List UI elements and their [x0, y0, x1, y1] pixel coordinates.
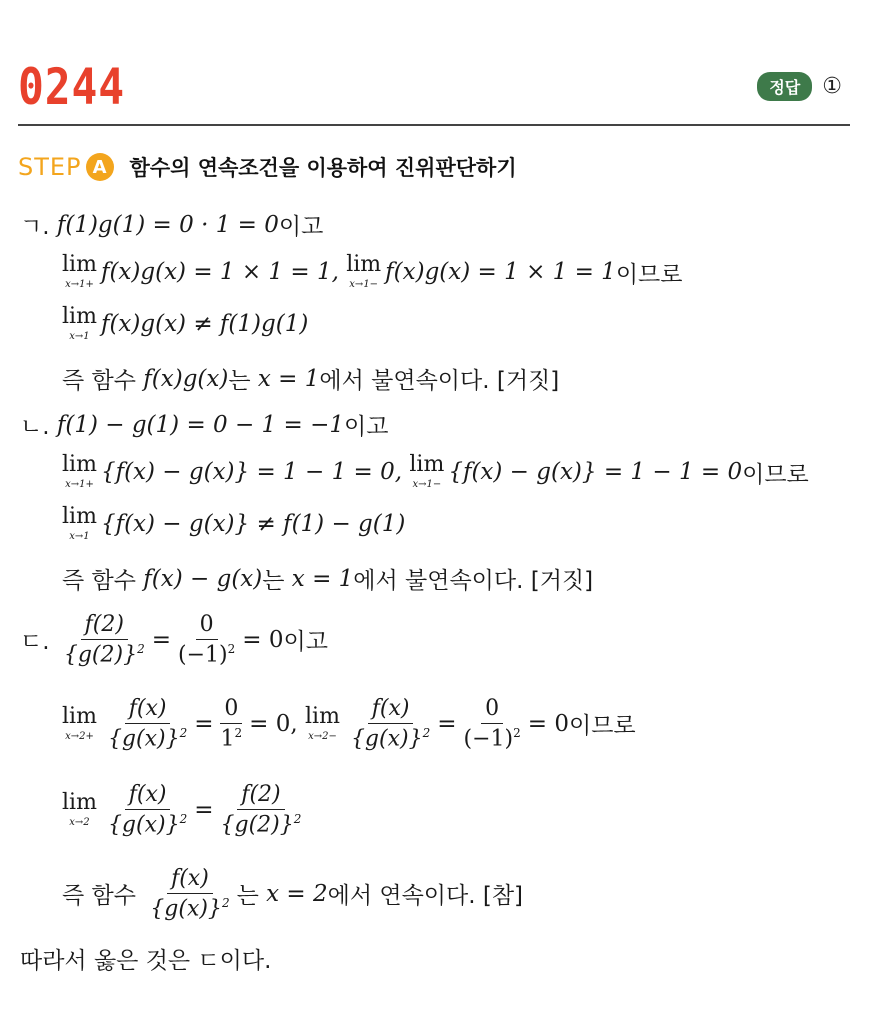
item-b-lim-right: lim x→1+	[62, 452, 97, 490]
item-c-line3: lim x→2 $\frac{f(x)}{\{g(x)\}^2}$ = $\frac{f(2)}{\{g(2)\}^2}$	[62, 782, 308, 837]
item-c-line4-prefix: 즉 함수	[62, 883, 136, 910]
item-a-line4-mid: 는	[228, 368, 251, 394]
item-c-marker: ㄷ.	[20, 629, 50, 656]
item-a-line2-expr2: f(x)g(x) = 1 × 1 = 1	[385, 259, 616, 285]
item-b-lim-two: lim x→1	[62, 504, 97, 542]
step-header	[18, 152, 517, 182]
item-b-lim-left-sub: x→1−	[412, 479, 442, 490]
item-c-line3-frac-b: $\frac{f(2)}{\{g(2)\}^2}$	[220, 782, 302, 838]
item-c-frac1-den: {g(2)}	[63, 642, 138, 668]
item-c-lim-right-sub: x→2+	[65, 730, 94, 742]
item-c-line2-frac-d: $\frac{0}{(-1)^2}$	[463, 696, 521, 752]
item-c-lim-two-sub: x→2	[69, 816, 90, 828]
item-b-line4-prefix: 즉 함수	[62, 568, 136, 594]
item-b-line2	[62, 454, 809, 490]
item-a-line1-math: f(1)g(1) = 0 · 1 = 0	[56, 211, 279, 238]
item-b-line3-expr: {f(x) − g(x)} ≠ f(1) − g(1)	[100, 511, 406, 537]
item-c-frac1-num: f(2)	[81, 612, 128, 640]
conclusion	[20, 942, 271, 975]
item-a-line1-suffix: 이고	[278, 214, 324, 240]
item-c-line4	[62, 866, 523, 921]
item-c-line2-suffix: 이므로	[568, 713, 636, 740]
item-a-line2-suffix: 이므로	[615, 261, 683, 288]
step-letter-badge: A	[86, 153, 114, 181]
item-c-line4-mid: 는	[236, 883, 259, 910]
item-a-line4-point: x = 1	[257, 365, 320, 392]
item-c-line3-frac-a: $\frac{f(x)}{\{g(x)\}^2}$	[107, 782, 188, 838]
item-b-line4	[62, 562, 593, 595]
item-c-line2-frac-c: $\frac{f(x)}{\{g(x)\}^2}$	[350, 696, 431, 752]
item-b-line2-expr2: {f(x) − g(x)} = 1 − 1 = 0	[448, 459, 743, 485]
item-b-line1-math: f(1) − g(1) = 0 − 1 = −1	[56, 411, 344, 438]
item-a-line1	[20, 208, 323, 241]
item-c-frac2: $\frac{0}{(-1)^2}$	[178, 612, 236, 668]
item-a-line3	[62, 306, 308, 342]
item-b-line4-math: f(x) − g(x)	[143, 565, 263, 592]
item-c-eq: =	[151, 626, 172, 653]
item-c-line2-frac-b: $\frac{0}{1^2}$	[220, 696, 243, 752]
item-c-line1-tail: = 0	[242, 626, 284, 653]
item-c-line4-point: x = 2	[266, 880, 328, 907]
answer-value: ①	[822, 74, 842, 99]
item-a-line2-expr1: f(x)g(x) = 1 × 1 = 1,	[100, 259, 339, 285]
answer-badge: 정답	[757, 72, 812, 101]
item-b-lim-right-sub: x→1+	[65, 479, 94, 490]
item-a-line4-math: f(x)g(x)	[143, 365, 229, 392]
item-b-line1-suffix: 이고	[343, 414, 389, 440]
item-b-line4-mid: 는	[262, 568, 285, 594]
item-a-line4	[62, 362, 559, 395]
item-c-lim-left-sub: x→2−	[308, 730, 337, 742]
step-title: 함수의 연속조건을 이용하여 진위판단하기	[129, 156, 517, 180]
item-c-lim-left: lim x→2−	[305, 703, 340, 742]
item-c-line2: lim x→2+ $\frac{f(x)}{\{g(x)\}^2}$ = $\frac{0}{1^2}$ = 0, lim x→2− $\frac{f(x)}{\{g(x)\}^2}$ = $\frac{0}{(-1)^2}$ = 0 이므로	[62, 696, 636, 752]
item-a-marker: ㄱ.	[20, 214, 50, 240]
item-a-lim-two: lim x→1	[62, 304, 97, 342]
item-c-line4-frac: $\frac{f(x)}{\{g(x)\}^2}$	[150, 866, 230, 922]
item-a-lim-left-sub: x→1−	[349, 279, 379, 290]
item-c-frac2-den: (−1)	[178, 642, 228, 668]
item-a-line3-expr: f(x)g(x) ≠ f(1)g(1)	[100, 311, 309, 337]
item-a-lim-right: lim x→1+	[62, 252, 97, 290]
item-c-lim-two: lim x→2	[62, 789, 97, 828]
item-b-lim-two-sub: x→1	[69, 531, 90, 542]
item-b-line2-expr1: {f(x) − g(x)} = 1 − 1 = 0,	[100, 459, 403, 485]
item-a-lim-left: lim x→1−	[346, 252, 382, 290]
item-c-line2-frac-a: $\frac{f(x)}{\{g(x)\}^2}$	[107, 696, 188, 752]
item-a-line2	[62, 254, 682, 290]
item-c-line4-suffix: 에서 연속이다. [참]	[327, 883, 524, 910]
item-a-lim-right-sub: x→1+	[65, 279, 94, 290]
item-a-line4-suffix: 에서 불연속이다. [거짓]	[319, 368, 560, 394]
answer-area	[757, 72, 842, 101]
item-c-frac2-num: 0	[196, 612, 218, 640]
header-divider	[18, 124, 850, 126]
item-c-line1-suffix: 이고	[283, 629, 328, 656]
item-b-line2-suffix: 이므로	[742, 461, 809, 488]
item-b-lim-left: lim x→1−	[409, 452, 445, 490]
item-a-line4-prefix: 즉 함수	[62, 368, 136, 394]
item-b-line3	[62, 506, 405, 542]
item-b-line1	[20, 408, 388, 441]
item-c-frac1: $\frac{f(2)}{\{g(2)\}^2}$	[63, 612, 145, 668]
item-c-lim-right: lim x→2+	[62, 703, 97, 742]
item-b-line4-point: x = 1	[291, 565, 354, 592]
step-label: STEP	[18, 153, 82, 181]
item-a-lim-two-sub: x→1	[69, 331, 90, 342]
item-b-marker: ㄴ.	[20, 414, 50, 440]
item-b-line4-suffix: 에서 불연속이다. [거짓]	[353, 568, 594, 594]
item-c-line1	[20, 612, 328, 667]
conclusion-text: 따라서 옳은 것은 ㄷ이다.	[20, 948, 272, 974]
problem-number: 0244	[18, 58, 126, 116]
